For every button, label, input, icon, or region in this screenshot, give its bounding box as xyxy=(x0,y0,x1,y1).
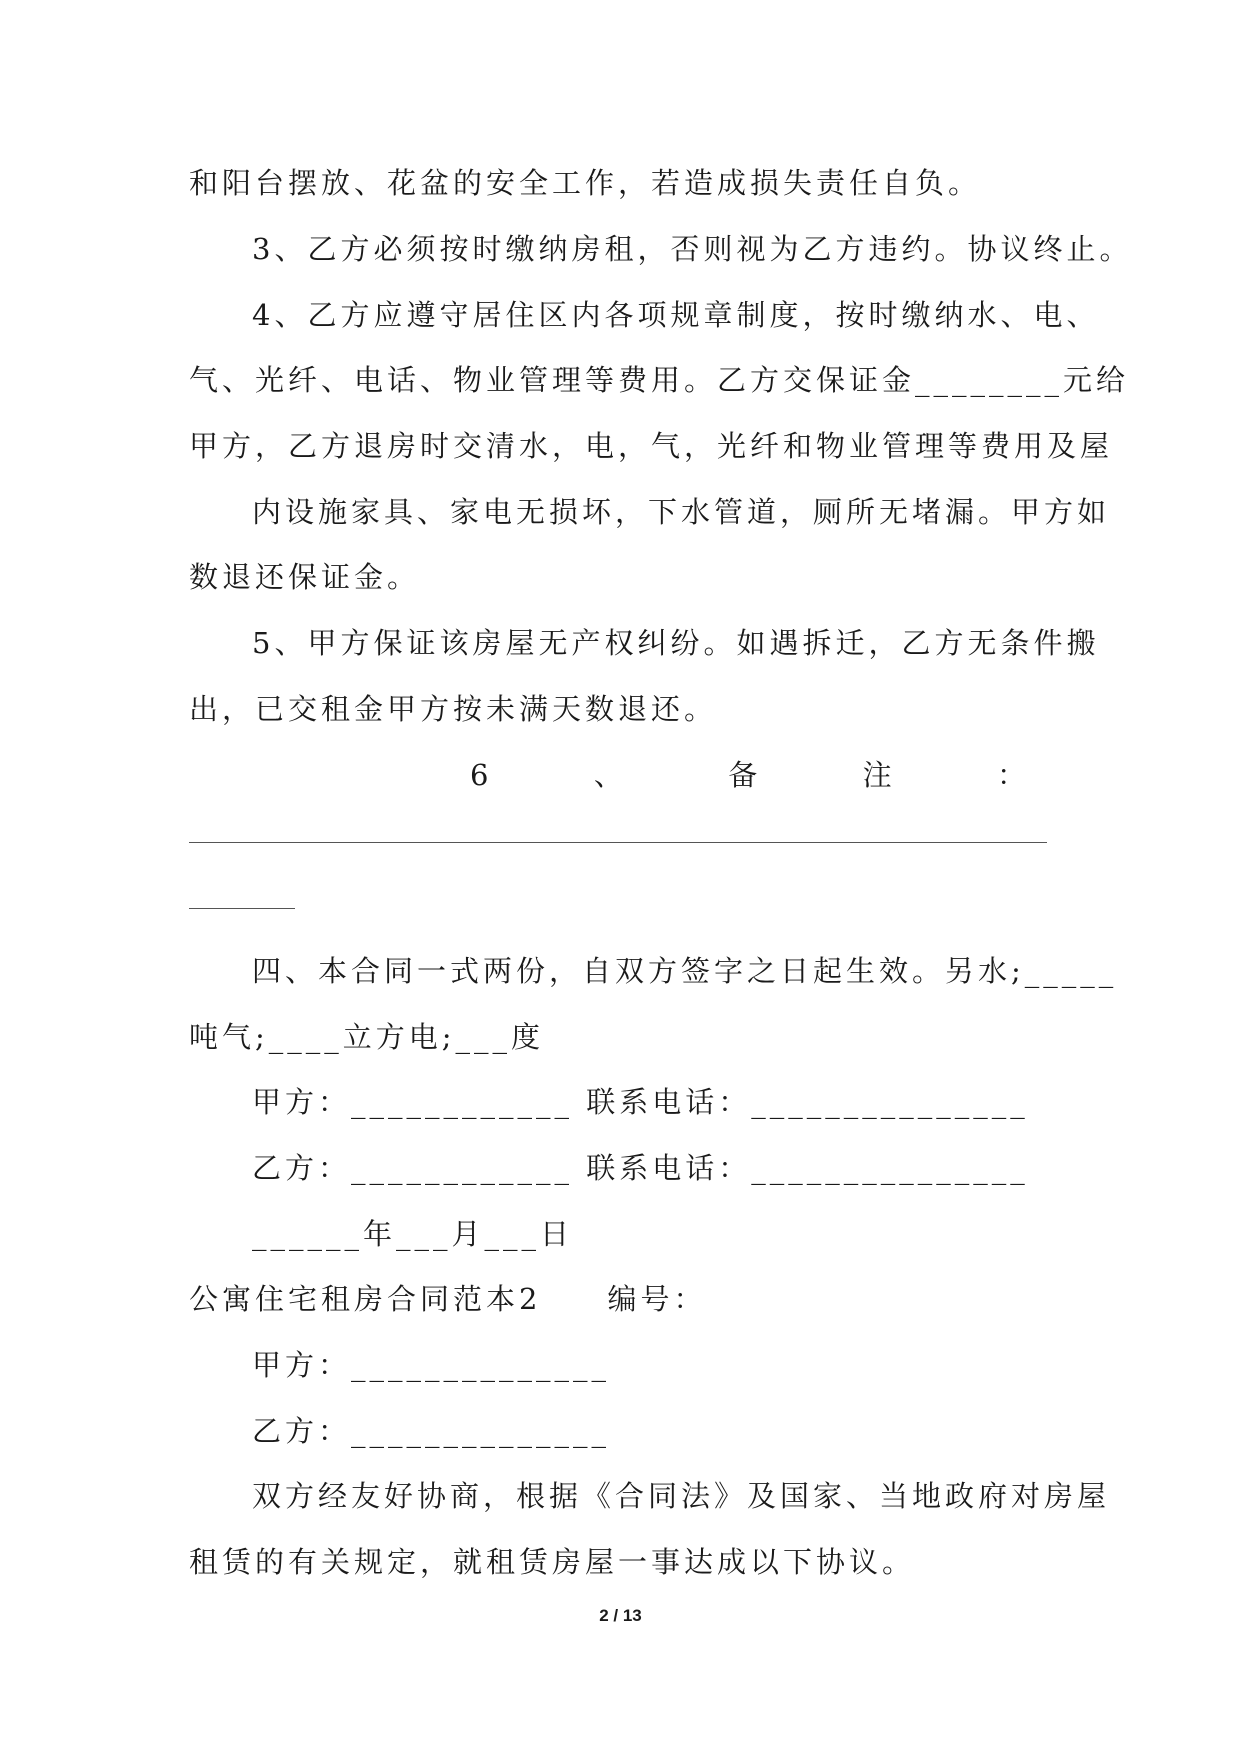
text-line: 甲方，乙方退房时交清水，电，气，光纤和物业管理等费用及屋 xyxy=(189,429,1114,463)
remark-number: 6 xyxy=(470,758,493,792)
text-line: 数退还保证金。 xyxy=(189,560,421,594)
text-line: 5、甲方保证该房屋无产权纠纷。如遇拆迁，乙方无条件搬 xyxy=(252,626,1100,660)
page-number: 2 / 13 xyxy=(599,1606,642,1625)
text-line: 4、乙方应遵守居住区内各项规章制度，按时缴纳水、电、 xyxy=(252,298,1100,332)
blank-rule xyxy=(189,842,1047,843)
party-a-line: 甲方：____________ 联系电话：_______________ xyxy=(252,1085,1029,1119)
remark-separator: 、 xyxy=(593,758,627,792)
text-line: 内设施家具、家电无损坏，下水管道，厕所无堵漏。甲方如 xyxy=(252,495,1111,529)
text-line: 气、光纤、电话、物业管理等费用。乙方交保证金________元给 xyxy=(189,363,1130,397)
party-b-line: 乙方：______________ xyxy=(252,1414,611,1448)
text-line: 3、乙方必须按时缴纳房租，否则视为乙方违约。协议终止。 xyxy=(252,232,1133,266)
text-line: 双方经友好协商，根据《合同法》及国家、当地政府对房屋 xyxy=(252,1479,1111,1513)
remark-heading xyxy=(470,755,1030,795)
remark-word-1: 备 xyxy=(728,758,762,792)
text-line: 四、本合同一式两份，自双方签字之日起生效。另水;_____ xyxy=(252,954,1118,988)
party-b-line: 乙方：____________ 联系电话：_______________ xyxy=(252,1151,1029,1185)
remark-colon: ： xyxy=(996,758,1030,792)
contract-title: 公寓住宅租房合同范本2 编号： xyxy=(189,1282,707,1316)
text-line: 吨气;____立方电;___度 xyxy=(189,1020,545,1054)
text-line: 和阳台摆放、花盆的安全工作，若造成损失责任自负。 xyxy=(189,166,982,200)
party-a-line: 甲方：______________ xyxy=(252,1348,611,1382)
remark-word-2: 注 xyxy=(862,758,896,792)
blank-rule xyxy=(189,908,295,909)
date-line: ______年___月___日 xyxy=(252,1217,574,1251)
text-line: 租赁的有关规定，就租赁房屋一事达成以下协议。 xyxy=(189,1545,916,1579)
text-line: 出，已交租金甲方按未满天数退还。 xyxy=(189,692,718,726)
